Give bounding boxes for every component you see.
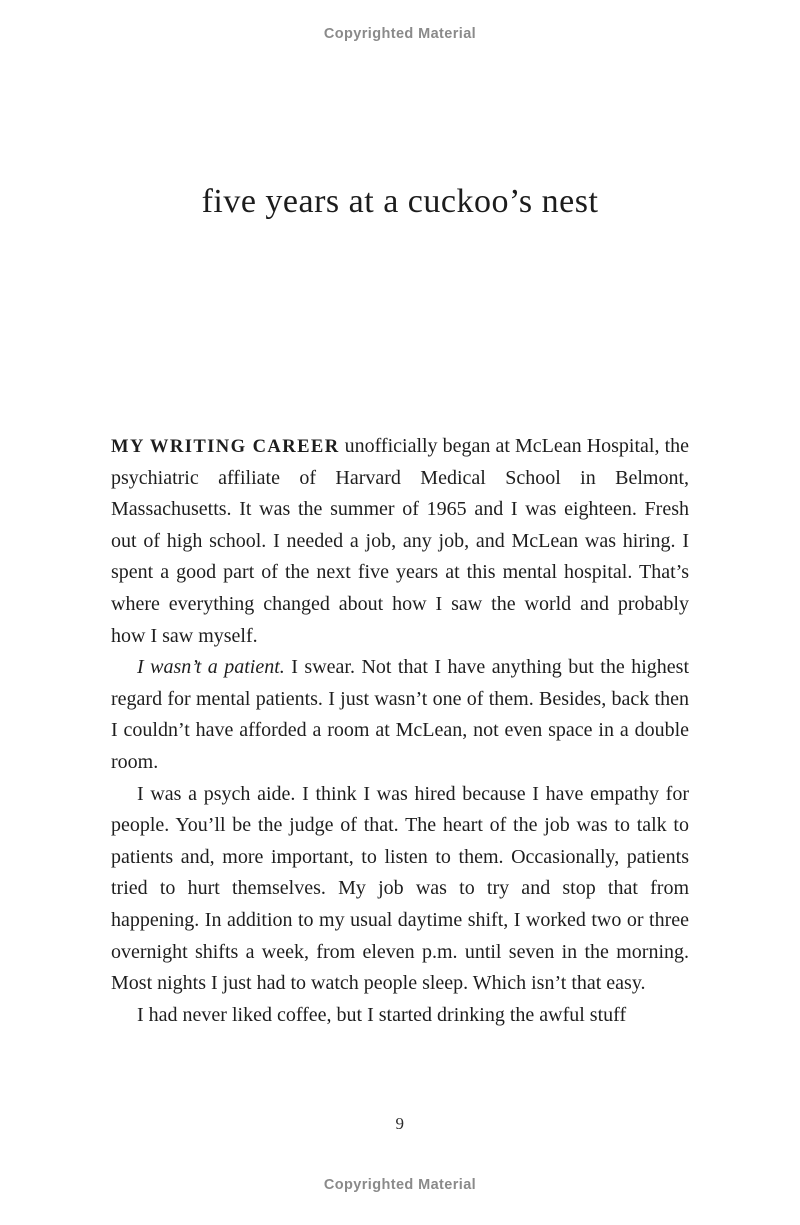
paragraph [111,1000,689,1032]
body-text [111,431,689,1031]
paragraph [111,652,689,778]
paragraph [111,779,689,1000]
text-run-normal: I was a psych aide. I think I was hired because I have empathy for people. You’ll be the judge of that. The heart of the job was to talk to patients and, more important, to listen to them. Occasionally, patients tried to hurt themselves. My job was to try and stop that from happening. In addition to my usual daytime shift, I worked two or three overnight shifts a week, from eleven p.m. until seven in the morning. Most nights I just had to watch people sleep. Which isn’t that easy. [111,782,689,995]
text-run-normal: I swear. Not that I have anything but the highest regard for mental patients. I just wasn’t one of them. Besides, back then I couldn’t have afforded a room at McLean, not even space in a double room. [111,656,689,773]
copyright-banner-bottom: Copyrighted Material [323,1177,477,1193]
paragraph [111,431,689,652]
page-number: 9 [395,1114,405,1133]
copyright-banner-top: Copyrighted Material [323,26,477,42]
chapter-title: five years at a cuckoo’s nest [201,183,599,220]
text-run-normal: unofficially began at McLean Hospital, the psychiatric affiliate of Harvard Medical School in Belmont, Massachusetts. It was the summer of 1965 and I was eighteen. Fresh out of high school. I needed a job, any job, and McLean was hiring. I spent a good part of the next five years at this mental hospital. That’s where everything changed about how I saw the world and probably how I saw myself. [111,435,689,647]
text-run-italic: I wasn’t a patient. [137,656,285,679]
text-run-lead: MY WRITING CAREER [111,436,340,457]
text-run-normal: I had never liked coffee, but I started drinking the awful stuff [137,1003,627,1026]
